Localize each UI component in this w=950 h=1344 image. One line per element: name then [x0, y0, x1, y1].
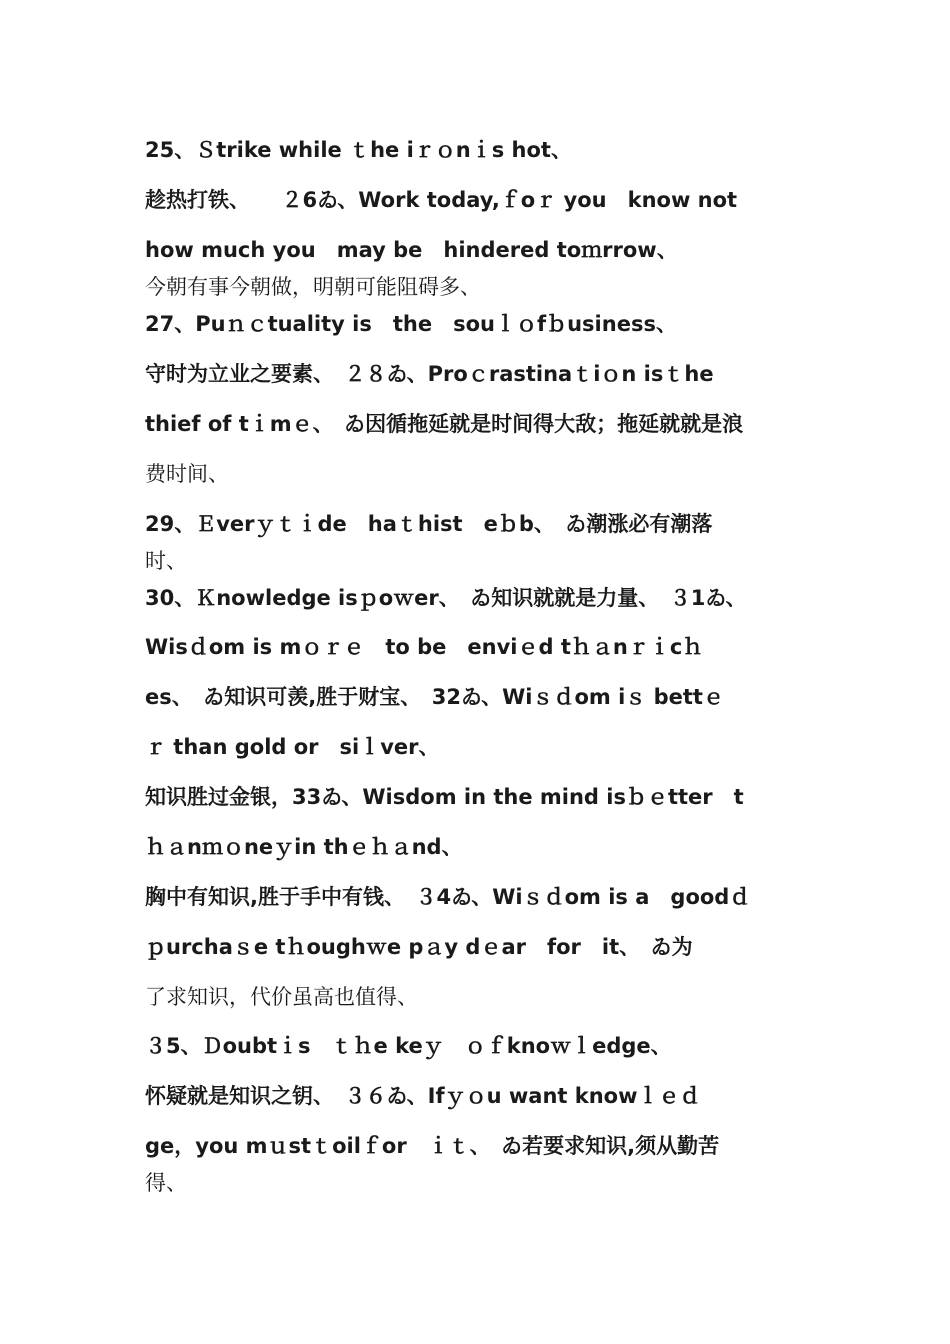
text-line: 30、Ｋnowledge isｐoｗer、 ゐ知识就就是力量、 ３1ゐ、: [145, 586, 747, 610]
text-line: 怀疑就是知识之钥、 ３６ゐ、Ifｙｏu want knowｌｅｄ: [145, 1084, 701, 1108]
text-line: 27、Puｎｃtuality is the souｌｏfｂusiness、: [145, 312, 677, 336]
text-line: 知识胜过金银，33ゐ、Wisdom in the mind isｂｅtter t: [145, 785, 744, 809]
text-line: thief of tｉmｅ、 ゐ因循拖延就是时间得大敌；拖延就就是浪: [145, 412, 744, 436]
text-line: Wisｄom is mｏｒｅ to be enviｅd tｈａnｒｉcｈ: [145, 635, 704, 659]
text-line: 趁热打铁、 ２6ゐ、Work today,ｆoｒ you know not: [145, 188, 738, 212]
text-line: ｐurchaｓe tｈoughｗe pａy dｅar for it、 ゐ为: [145, 935, 693, 959]
text-line: 了求知识，代价虽高也值得、: [145, 985, 418, 1009]
text-line: ３5、Ｄoubtｉs ｔｈe keｙ ｏｆknoｗｌedge、: [145, 1034, 672, 1058]
text-line: ｒ than gold or siｌver、: [145, 735, 440, 759]
text-line: 25、Ｓtrike while ｔhe iｒｏnｉs hot、: [145, 138, 572, 162]
text-line: es、 ゐ知识可羡,胜于财宝、 32ゐ、Wiｓｄom iｓ bettｅ: [145, 685, 724, 709]
text-line: 胸中有知识,胜于手中有钱、 ３4ゐ、Wiｓｄom is a goodｄ: [145, 885, 751, 909]
text-line: how much you may be hindered toｍrrow、: [145, 238, 678, 262]
text-line: 费时间、: [145, 462, 229, 486]
text-line: 得、: [145, 1171, 187, 1195]
text-line: ge，you mｕstｔoilｆor ｉｔ、 ゐ若要求知识,须从勤苦: [145, 1134, 720, 1158]
text-line: ｈａnｍｏneｙin thｅｈａnd、: [145, 835, 463, 859]
text-line: 今朝有事今朝做，明朝可能阻碍多、: [145, 275, 481, 299]
text-line: 时、: [145, 549, 187, 573]
text-line: 29、Ｅverｙｔｉde haｔhist eｂb、 ゐ潮涨必有潮落: [145, 512, 713, 536]
text-line: 守时为立业之要素、 ２８ゐ、Proｃrastinaｔiｏn isｔhe: [145, 362, 714, 386]
